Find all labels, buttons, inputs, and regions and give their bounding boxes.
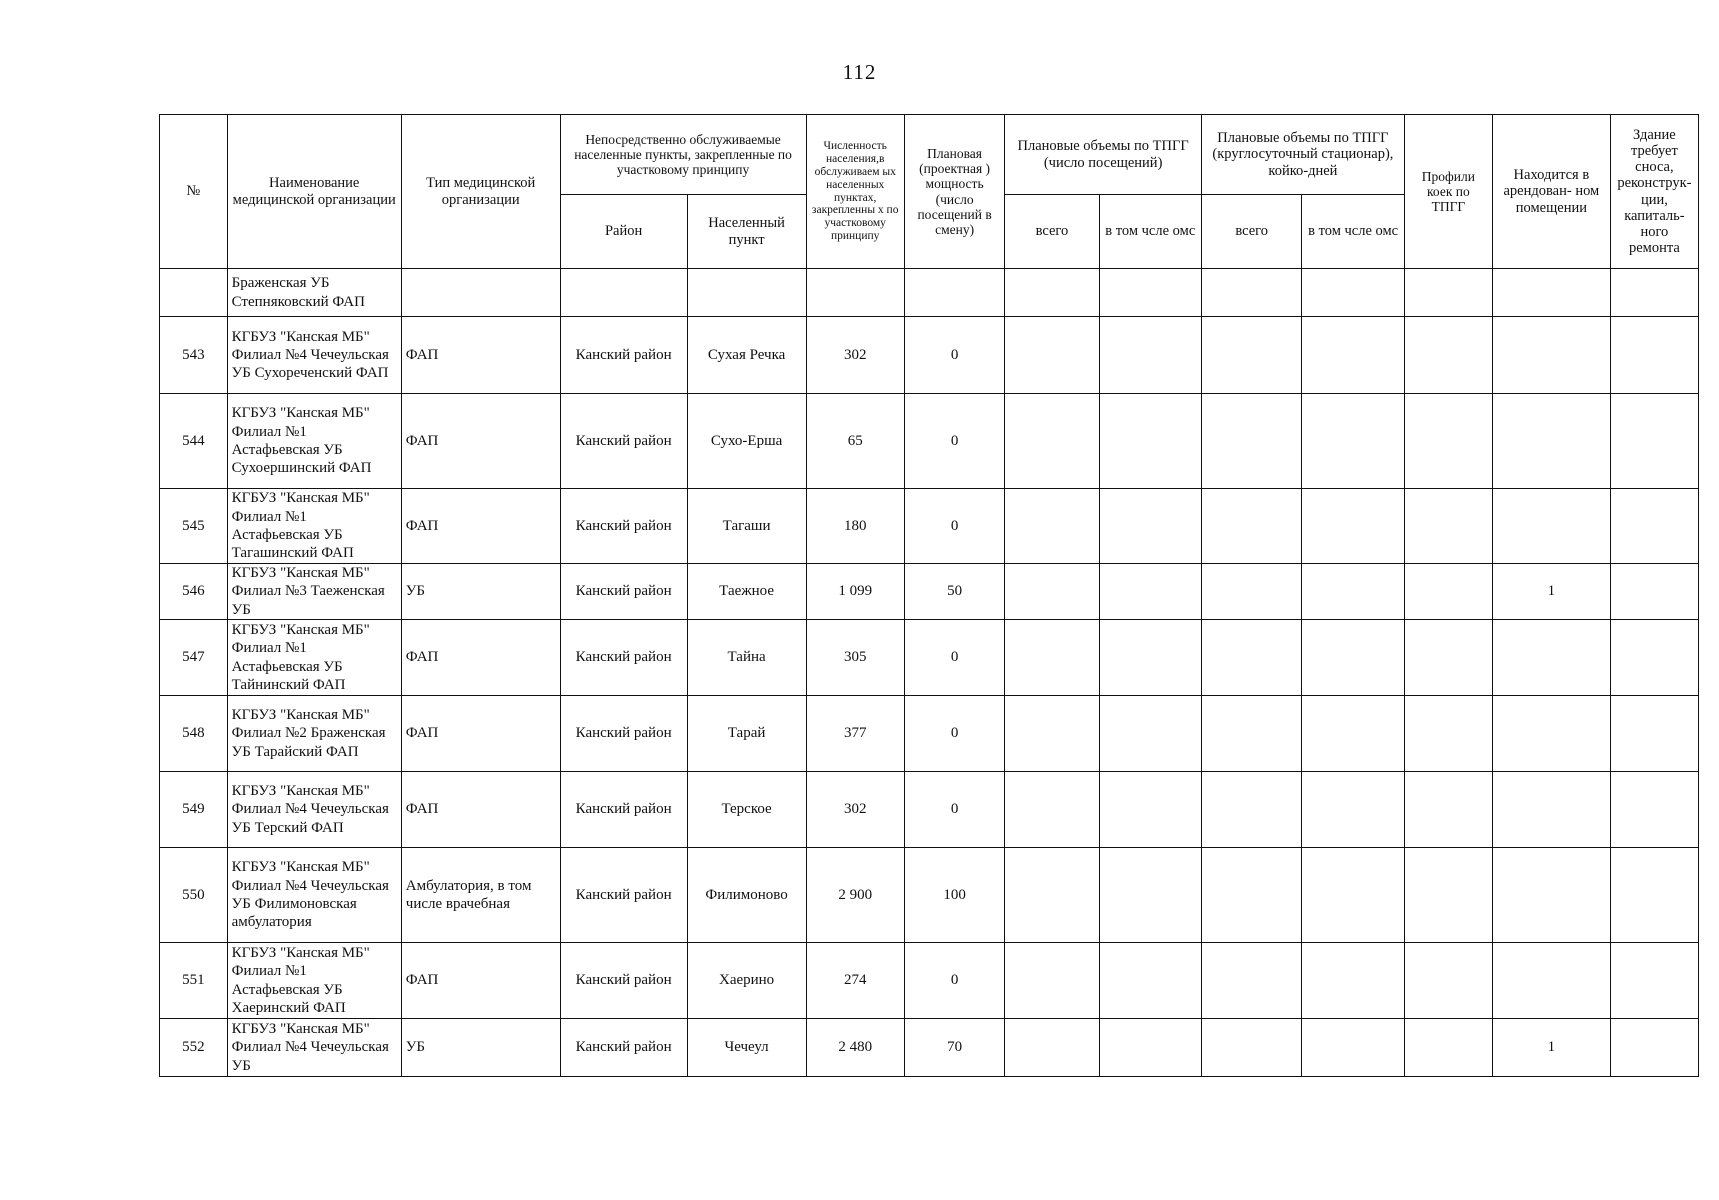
header-settlement: Населенный пункт bbox=[687, 195, 806, 269]
cell-repair bbox=[1610, 848, 1698, 943]
cell-visits-oms bbox=[1099, 848, 1201, 943]
cell-settlement: Сухо-Ерша bbox=[687, 394, 806, 489]
cell-rented bbox=[1492, 317, 1610, 394]
cell-hospital-oms bbox=[1302, 1019, 1404, 1077]
cell-hospital-total bbox=[1201, 564, 1301, 620]
cell-district: Канский район bbox=[560, 394, 687, 489]
cell-num: 544 bbox=[160, 394, 228, 489]
cell-repair bbox=[1610, 317, 1698, 394]
cell-rented bbox=[1492, 394, 1610, 489]
cell-visits-oms bbox=[1099, 696, 1201, 772]
cell-settlement: Чечеул bbox=[687, 1019, 806, 1077]
cell-repair bbox=[1610, 564, 1698, 620]
cell-district: Канский район bbox=[560, 620, 687, 696]
cell-num: 552 bbox=[160, 1019, 228, 1077]
cell-hospital-oms bbox=[1302, 564, 1404, 620]
cell-population: 302 bbox=[806, 317, 904, 394]
cell-num: 551 bbox=[160, 943, 228, 1019]
table-row bbox=[160, 620, 1699, 696]
cell-population: 65 bbox=[806, 394, 904, 489]
header-hospital: Плановые объемы по ТПГГ (круглосуточный стационар), койко-дней bbox=[1201, 115, 1404, 195]
table-row bbox=[160, 269, 1699, 317]
cell-type: ФАП bbox=[401, 317, 560, 394]
cell-capacity: 0 bbox=[904, 317, 1004, 394]
cell-org: КГБУЗ "Канская МБ" Филиал №3 Таеженская УБ bbox=[227, 564, 401, 620]
cell-repair bbox=[1610, 269, 1698, 317]
table-row bbox=[160, 1019, 1699, 1077]
cell-settlement: Тагаши bbox=[687, 489, 806, 564]
cell-visits-total bbox=[1005, 696, 1099, 772]
table-row bbox=[160, 564, 1699, 620]
cell-capacity bbox=[904, 269, 1004, 317]
cell-profiles bbox=[1404, 394, 1492, 489]
cell-district: Канский район bbox=[560, 772, 687, 848]
cell-visits-total bbox=[1005, 269, 1099, 317]
cell-hospital-oms bbox=[1302, 696, 1404, 772]
cell-org: КГБУЗ "Канская МБ" Филиал №1 Астафьевская УБ Хаеринский ФАП bbox=[227, 943, 401, 1019]
cell-repair bbox=[1610, 394, 1698, 489]
cell-org: КГБУЗ "Канская МБ" Филиал №4 Чечеульская УБ Сухореченский ФАП bbox=[227, 317, 401, 394]
cell-hospital-total bbox=[1201, 772, 1301, 848]
cell-hospital-oms bbox=[1302, 772, 1404, 848]
cell-org: КГБУЗ "Канская МБ" Филиал №4 Чечеульская УБ Филимоновская амбулатория bbox=[227, 848, 401, 943]
cell-type: Амбулатория, в том числе врачебная bbox=[401, 848, 560, 943]
cell-org: КГБУЗ "Канская МБ" Филиал №1 Астафьевская УБ Тагашинский ФАП bbox=[227, 489, 401, 564]
cell-hospital-oms bbox=[1302, 317, 1404, 394]
cell-org: КГБУЗ "Канская МБ" Филиал №4 Чечеульская УБ bbox=[227, 1019, 401, 1077]
cell-population: 1 099 bbox=[806, 564, 904, 620]
cell-visits-oms bbox=[1099, 772, 1201, 848]
cell-type: ФАП bbox=[401, 943, 560, 1019]
cell-type bbox=[401, 269, 560, 317]
cell-capacity: 0 bbox=[904, 696, 1004, 772]
cell-type: УБ bbox=[401, 1019, 560, 1077]
cell-repair bbox=[1610, 489, 1698, 564]
cell-profiles bbox=[1404, 772, 1492, 848]
cell-profiles bbox=[1404, 269, 1492, 317]
cell-district: Канский район bbox=[560, 317, 687, 394]
cell-num: 546 bbox=[160, 564, 228, 620]
cell-profiles bbox=[1404, 317, 1492, 394]
cell-num: 543 bbox=[160, 317, 228, 394]
cell-org: КГБУЗ "Канская МБ" Филиал №4 Чечеульская УБ Терский ФАП bbox=[227, 772, 401, 848]
cell-rented bbox=[1492, 269, 1610, 317]
table-row bbox=[160, 772, 1699, 848]
cell-settlement: Таежное bbox=[687, 564, 806, 620]
cell-profiles bbox=[1404, 489, 1492, 564]
cell-type: ФАП bbox=[401, 620, 560, 696]
cell-org: Браженская УБ Степняковский ФАП bbox=[227, 269, 401, 317]
cell-num bbox=[160, 269, 228, 317]
header-org: Наименование медицинской организации bbox=[227, 115, 401, 269]
cell-num: 549 bbox=[160, 772, 228, 848]
cell-district: Канский район bbox=[560, 564, 687, 620]
cell-population: 180 bbox=[806, 489, 904, 564]
cell-visits-oms bbox=[1099, 943, 1201, 1019]
cell-settlement: Тайна bbox=[687, 620, 806, 696]
cell-num: 550 bbox=[160, 848, 228, 943]
cell-visits-oms bbox=[1099, 317, 1201, 394]
cell-capacity: 50 bbox=[904, 564, 1004, 620]
cell-hospital-total bbox=[1201, 317, 1301, 394]
cell-visits-total bbox=[1005, 394, 1099, 489]
cell-capacity: 0 bbox=[904, 489, 1004, 564]
header-type: Тип медицинской организации bbox=[401, 115, 560, 269]
cell-district: Канский район bbox=[560, 696, 687, 772]
cell-hospital-oms bbox=[1302, 943, 1404, 1019]
cell-capacity: 0 bbox=[904, 620, 1004, 696]
cell-repair bbox=[1610, 696, 1698, 772]
cell-settlement bbox=[687, 269, 806, 317]
cell-capacity: 0 bbox=[904, 394, 1004, 489]
facilities-table bbox=[159, 114, 1699, 1077]
cell-district: Канский район bbox=[560, 1019, 687, 1077]
cell-hospital-total bbox=[1201, 269, 1301, 317]
cell-visits-oms bbox=[1099, 269, 1201, 317]
cell-district: Канский район bbox=[560, 848, 687, 943]
cell-population: 377 bbox=[806, 696, 904, 772]
cell-profiles bbox=[1404, 564, 1492, 620]
cell-rented bbox=[1492, 489, 1610, 564]
header-profiles: Профили коек по ТПГГ bbox=[1404, 115, 1492, 269]
cell-rented bbox=[1492, 772, 1610, 848]
cell-rented: 1 bbox=[1492, 1019, 1610, 1077]
header-population: Численность населения,в обслуживаем ых населенных пунктах, закрепленны х по участковому принципу bbox=[806, 115, 904, 269]
cell-visits-total bbox=[1005, 848, 1099, 943]
cell-type: ФАП bbox=[401, 772, 560, 848]
cell-population: 302 bbox=[806, 772, 904, 848]
cell-capacity: 100 bbox=[904, 848, 1004, 943]
cell-hospital-oms bbox=[1302, 489, 1404, 564]
cell-capacity: 0 bbox=[904, 772, 1004, 848]
cell-rented bbox=[1492, 848, 1610, 943]
page-number: 112 bbox=[842, 60, 877, 84]
cell-num: 547 bbox=[160, 620, 228, 696]
cell-hospital-total bbox=[1201, 943, 1301, 1019]
cell-hospital-total bbox=[1201, 489, 1301, 564]
cell-capacity: 0 bbox=[904, 943, 1004, 1019]
cell-hospital-oms bbox=[1302, 269, 1404, 317]
cell-visits-total bbox=[1005, 620, 1099, 696]
cell-capacity: 70 bbox=[904, 1019, 1004, 1077]
cell-settlement: Терское bbox=[687, 772, 806, 848]
cell-visits-oms bbox=[1099, 564, 1201, 620]
table-row bbox=[160, 394, 1699, 489]
cell-repair bbox=[1610, 772, 1698, 848]
cell-district: Канский район bbox=[560, 943, 687, 1019]
cell-num: 548 bbox=[160, 696, 228, 772]
table-row bbox=[160, 848, 1699, 943]
table-row bbox=[160, 489, 1699, 564]
header-capacity: Плановая (проектная ) мощность (число посещений в смену) bbox=[904, 115, 1004, 269]
cell-type: УБ bbox=[401, 564, 560, 620]
cell-visits-total bbox=[1005, 564, 1099, 620]
cell-population: 2 900 bbox=[806, 848, 904, 943]
header-num: № bbox=[160, 115, 228, 269]
cell-hospital-total bbox=[1201, 394, 1301, 489]
cell-num: 545 bbox=[160, 489, 228, 564]
cell-population: 274 bbox=[806, 943, 904, 1019]
cell-org: КГБУЗ "Канская МБ" Филиал №2 Браженская УБ Тарайский ФАП bbox=[227, 696, 401, 772]
table-row bbox=[160, 317, 1699, 394]
cell-settlement: Сухая Речка bbox=[687, 317, 806, 394]
cell-settlement: Хаерино bbox=[687, 943, 806, 1019]
cell-profiles bbox=[1404, 1019, 1492, 1077]
cell-visits-oms bbox=[1099, 1019, 1201, 1077]
cell-type: ФАП bbox=[401, 489, 560, 564]
cell-profiles bbox=[1404, 943, 1492, 1019]
cell-visits-oms bbox=[1099, 394, 1201, 489]
cell-type: ФАП bbox=[401, 394, 560, 489]
cell-hospital-total bbox=[1201, 1019, 1301, 1077]
cell-repair bbox=[1610, 943, 1698, 1019]
cell-org: КГБУЗ "Канская МБ" Филиал №1 Астафьевская УБ Тайнинский ФАП bbox=[227, 620, 401, 696]
cell-rented: 1 bbox=[1492, 564, 1610, 620]
cell-visits-total bbox=[1005, 772, 1099, 848]
header-visits: Плановые объемы по ТПГГ (число посещений) bbox=[1005, 115, 1202, 195]
cell-repair bbox=[1610, 620, 1698, 696]
cell-profiles bbox=[1404, 696, 1492, 772]
header-district: Район bbox=[560, 195, 687, 269]
cell-profiles bbox=[1404, 848, 1492, 943]
cell-visits-total bbox=[1005, 489, 1099, 564]
cell-org: КГБУЗ "Канская МБ" Филиал №1 Астафьевская УБ Сухоершинский ФАП bbox=[227, 394, 401, 489]
cell-rented bbox=[1492, 696, 1610, 772]
cell-population: 305 bbox=[806, 620, 904, 696]
header-hospital-oms: в том чсле омс bbox=[1302, 195, 1404, 269]
cell-settlement: Тарай bbox=[687, 696, 806, 772]
table-body bbox=[160, 269, 1699, 1077]
header-visits-total: всего bbox=[1005, 195, 1099, 269]
cell-repair bbox=[1610, 1019, 1698, 1077]
header-hospital-total: всего bbox=[1201, 195, 1301, 269]
cell-type: ФАП bbox=[401, 696, 560, 772]
cell-visits-total bbox=[1005, 943, 1099, 1019]
cell-rented bbox=[1492, 620, 1610, 696]
cell-profiles bbox=[1404, 620, 1492, 696]
cell-hospital-total bbox=[1201, 620, 1301, 696]
header-served: Непосредственно обслуживаемые населенные пункты, закрепленные по участковому принципу bbox=[560, 115, 806, 195]
cell-hospital-oms bbox=[1302, 848, 1404, 943]
header-rented: Находится в арендован- ном помещении bbox=[1492, 115, 1610, 269]
header-visits-oms: в том чсле омс bbox=[1099, 195, 1201, 269]
cell-visits-oms bbox=[1099, 620, 1201, 696]
cell-hospital-total bbox=[1201, 848, 1301, 943]
cell-population bbox=[806, 269, 904, 317]
cell-district bbox=[560, 269, 687, 317]
cell-hospital-oms bbox=[1302, 394, 1404, 489]
cell-hospital-oms bbox=[1302, 620, 1404, 696]
cell-visits-oms bbox=[1099, 489, 1201, 564]
cell-settlement: Филимоново bbox=[687, 848, 806, 943]
cell-population: 2 480 bbox=[806, 1019, 904, 1077]
table-row bbox=[160, 943, 1699, 1019]
table-row bbox=[160, 696, 1699, 772]
header-repair: Здание требует сноса, реконструк- ции, капиталь- ного ремонта bbox=[1610, 115, 1698, 269]
cell-visits-total bbox=[1005, 317, 1099, 394]
cell-district: Канский район bbox=[560, 489, 687, 564]
cell-visits-total bbox=[1005, 1019, 1099, 1077]
cell-rented bbox=[1492, 943, 1610, 1019]
cell-hospital-total bbox=[1201, 696, 1301, 772]
